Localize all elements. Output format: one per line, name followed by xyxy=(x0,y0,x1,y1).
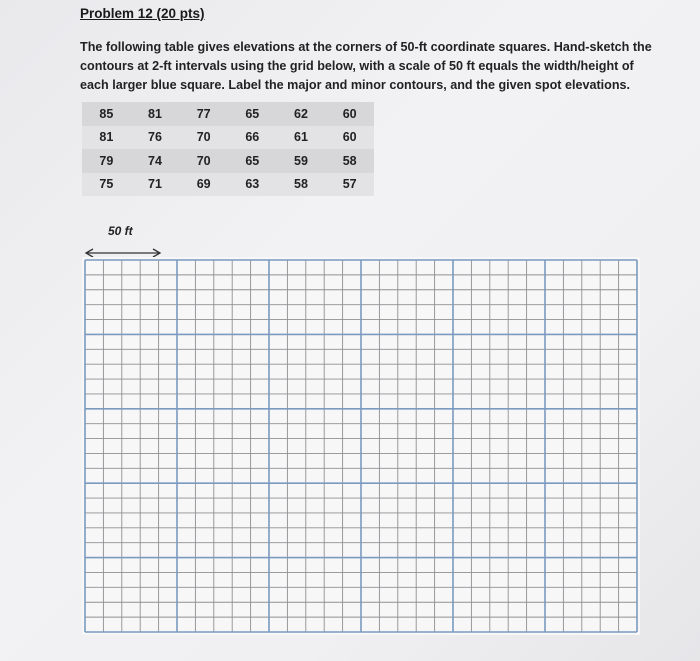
elevation-cell: 69 xyxy=(179,173,228,197)
contour-grid[interactable] xyxy=(82,257,640,635)
instruction-line: The following table gives elevations at the corners of 50-ft coordinate squares. Hand-sketch the xyxy=(80,40,652,54)
elevation-table xyxy=(82,102,374,196)
instruction-line: contours at 2-ft intervals using the grid below, with a scale of 50 ft equals the width/height of xyxy=(80,59,634,73)
table-row xyxy=(82,126,374,150)
elevation-cell: 58 xyxy=(342,153,357,168)
elevation-cell: 71 xyxy=(131,173,180,197)
elevation-cell: 81 xyxy=(82,126,131,150)
elevation-cell: 65 xyxy=(245,153,260,168)
table-row xyxy=(82,149,374,173)
elevation-cell: 63 xyxy=(228,173,277,197)
elevation-cell: 61 xyxy=(277,126,326,150)
table-row xyxy=(82,173,374,197)
elevation-cell: 85 xyxy=(99,106,114,121)
elevation-cell: 62 xyxy=(294,106,308,121)
elevation-cell: 79 xyxy=(99,153,114,168)
elevation-cell: 60 xyxy=(325,126,374,150)
elevation-cell: 70 xyxy=(179,126,228,150)
elevation-cell: 57 xyxy=(325,173,374,197)
elevation-cell: 58 xyxy=(277,173,326,197)
elevation-cell: 65 xyxy=(245,106,260,121)
elevation-cell: 81 xyxy=(148,106,162,121)
table-row xyxy=(82,102,374,126)
elevation-cell: 75 xyxy=(82,173,131,197)
scale-label: 50 ft xyxy=(108,224,133,238)
elevation-cell: 77 xyxy=(196,106,211,121)
elevation-cell: 60 xyxy=(342,106,357,121)
problem-title: Problem 12 (20 pts) xyxy=(80,6,205,21)
elevation-cell: 66 xyxy=(228,126,277,150)
elevation-cell: 76 xyxy=(131,126,180,150)
instruction-line: each larger blue square. Label the major and minor contours, and the given spot elevations. xyxy=(80,78,631,92)
elevation-cell: 74 xyxy=(148,153,162,168)
problem-instructions xyxy=(80,38,650,95)
grid-lines xyxy=(82,257,640,635)
elevation-cell: 70 xyxy=(196,153,211,168)
elevation-cell: 59 xyxy=(294,153,308,168)
